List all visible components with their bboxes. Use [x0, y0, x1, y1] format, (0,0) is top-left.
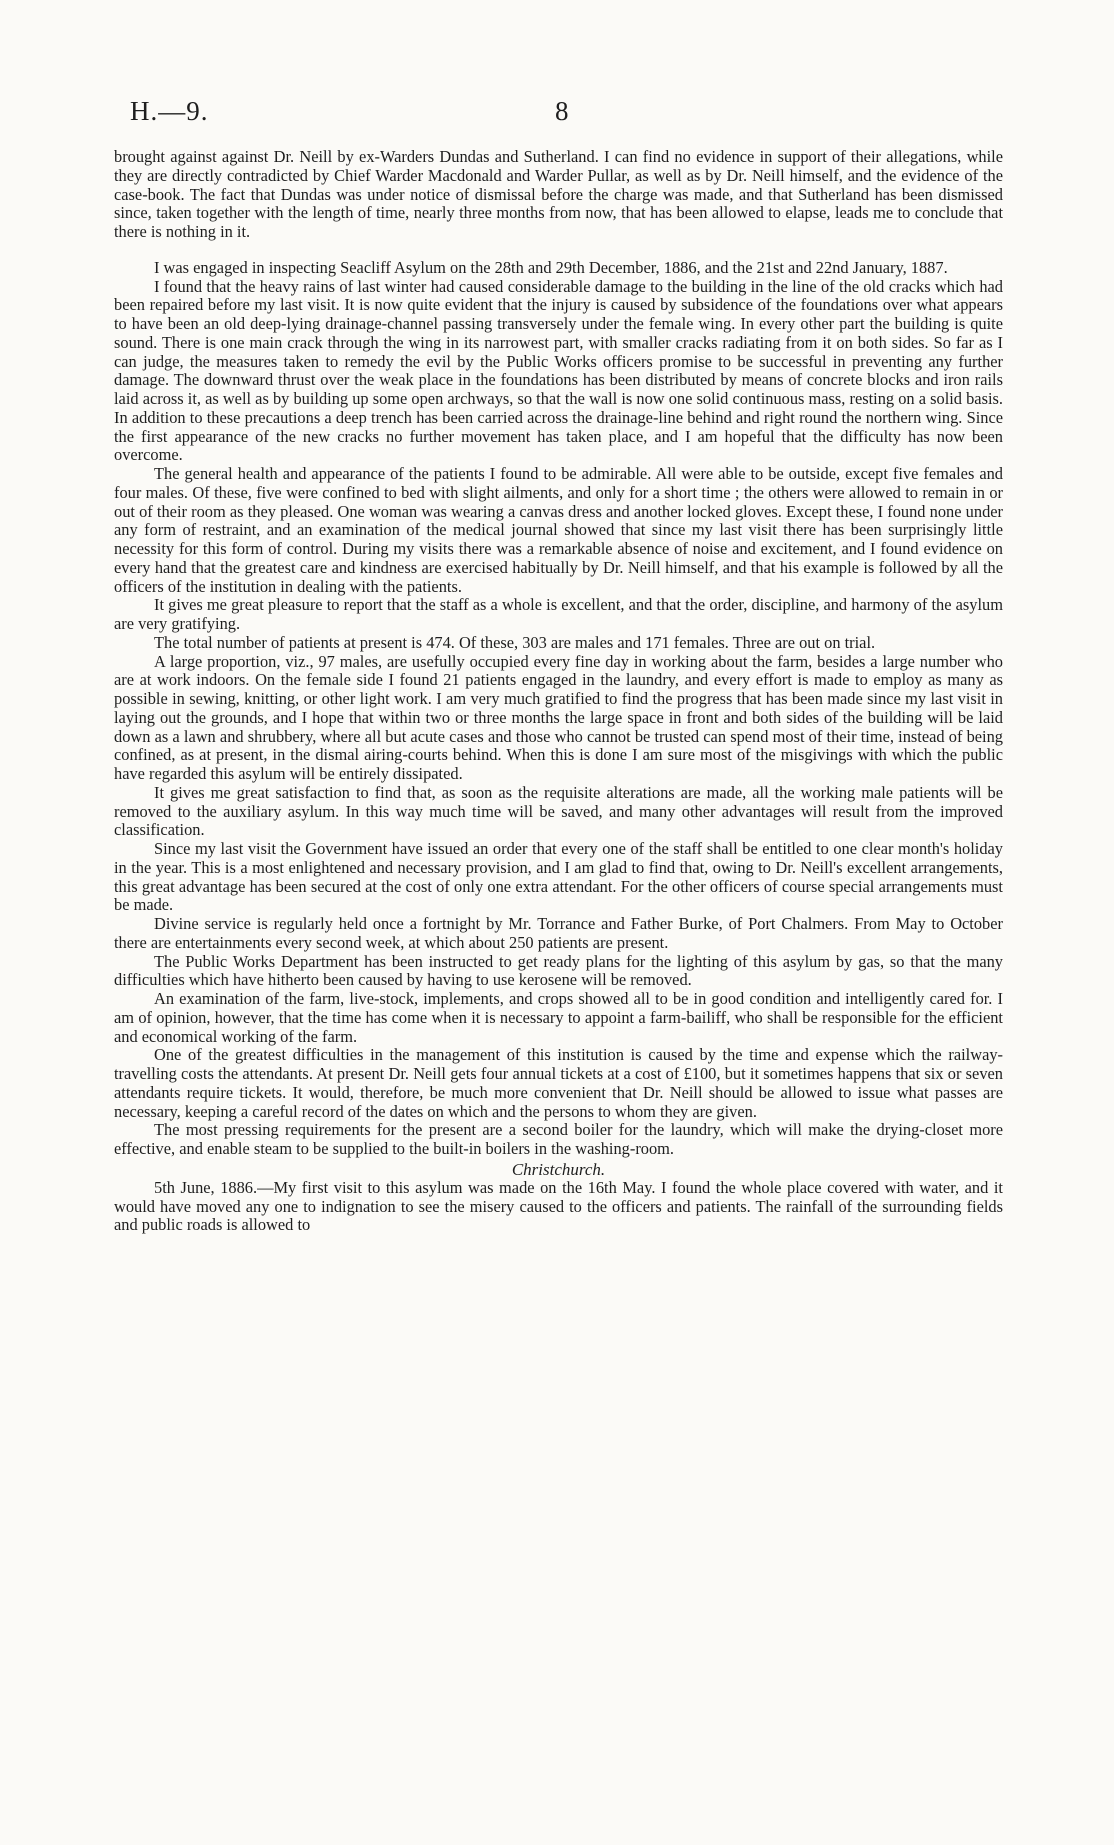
document-reference: H.—9.	[130, 96, 209, 126]
paragraph-seacliff-inspection: I was engaged in inspecting Seacliff Asylum on the 28th and 29th December, 1886, and the 21st and 22nd January, 1887.	[154, 257, 948, 277]
paragraph-divine-service: Divine service is regularly held once a fortnight by Mr. Torrance and Father Burke, of Port Chalmers. From May to October there are entertainments every second week, at which about 250 patients are present.	[114, 914, 1003, 952]
paragraph-staff: It gives me great pleasure to report that the staff as a whole is excellent, and that the order, discipline, and harmony of the asylum are very gratifying.	[114, 595, 1003, 633]
paragraph-railway-travel: One of the greatest difficulties in the management of this institution is caused by the time and expense which the railway-travelling costs the attendants. At present Dr. Neill gets four annual tickets at a cost of £100, but it sometimes happens that six or seven attendants require tickets. It would, therefore, be much more convenient that Dr. Neill should be allowed to issue what passes are necessary, keeping a careful record of the dates on which and the persons to whom they are given.	[114, 1045, 1003, 1121]
paragraph-patient-health: The general health and appearance of the patients I found to be admirable. All were able to be outside, except five females and four males. Of these, five were confined to bed with slight ailments, and only for a short time ; the others were allowed to remain in or out of their room as they pleased. One woman was wearing a canvas dress and another locked gloves. Except these, I found none under any form of restraint, and an examination of the medical journal showed that since my last visit there has been surprisingly little necessity for this form of control. During my visits there was a remarkable absence of noise and excitement, and I found evidence on every hand that the greatest care and kindness are exercised habitually by Dr. Neill himself, and that his example is followed by all the officers of the institution in dealing with the patients.	[114, 464, 1003, 596]
paragraph-christchurch: 5th June, 1886.—My first visit to this asylum was made on the 16th May. I found the whole place covered with water, and it would have moved any one to indignation to see the misery caused to the officers and patients. The rainfall of the surrounding fields and public roads is allowed to	[114, 1177, 1003, 1235]
section-heading: Christchurch.	[511, 1159, 606, 1179]
paragraph-occupation: A large proportion, viz., 97 males, are usefully occupied every fine day in working about the farm, besides a large number who are at work indoors. On the female side I found 21 patients engaged in the laundry, and every effort is made to employ as many as possible in sewing, knitting, or other light work. I am very much gratified to find the progress that has been made since my last visit in laying out the grounds, and I hope that within two or three months the large space in front and both sides of the building will be laid down as a lawn and shrubbery, where all but acute cases and those who cannot be trusted can spend most of their time, instead of being confined, as at present, in the dismal airing-courts behind. When this is done I am sure most of the misgivings with which the public have regarded this asylum will be entirely dissipated.	[114, 651, 1003, 783]
paragraph-building-damage: I found that the heavy rains of last winter had caused considerable damage to the building in the line of the old cracks which had been repaired before my last visit. It is now quite evident that the injury is caused by subsidence of the foundations over what appears to have been an old deep-lying drainage-channel passing transversely under the female wing. In every other part the building is quite sound. There is one main crack through the wing in its narrowest part, with smaller cracks radiating from it on both sides. So far as I can judge, the measures taken to remedy the evil by the Public Works officers promise to be successful in preventing any further damage. The downward thrust over the weak place in the foundations has been distributed by means of concrete blocks and iron rails laid across it, as well as by building up some open archways, so that the wall is now one solid continuous mass, resting on a solid basis. In addition to these precautions a deep trench has been carried across the drainage-line behind and right round the northern wing. Since the first appearance of the new cracks no further movement has taken place, and I am hopeful that the difficulty has now been overcome.	[114, 276, 1003, 465]
paragraph-continuation: brought against against Dr. Neill by ex-Warders Dundas and Sutherland. I can find no evidence in support of their allegations, while they are directly contradicted by Chief Warder Macdonald and Warder Pullar, as well as by Dr. Neill himself, and the evidence of the case-book. The fact that Dundas was under notice of dismissal before the charge was made, and that Sutherland has been dismissed since, taken together with the length of time, nearly three months from now, that has been allowed to elapse, leads me to conclude that there is nothing in it.	[114, 147, 1003, 241]
paragraph-auxiliary-asylum: It gives me great satisfaction to find that, as soon as the requisite alterations are made, all the working male patients will be removed to the auxiliary asylum. In this way much time will be saved, and many other advantages will result from the improved classification.	[114, 782, 1003, 840]
paragraph-farm: An examination of the farm, live-stock, implements, and crops showed all to be in good condition and intelligently cared for. I am of opinion, however, that the time has come when it is necessary to appoint a farm-bailiff, who shall be responsible for the efficient and economical working of the farm.	[114, 989, 1003, 1046]
page-header	[130, 96, 984, 130]
body-text	[114, 148, 1003, 1235]
paragraph-holiday: Since my last visit the Government have issued an order that every one of the staff shall be entitled to one clear month's holiday in the year. This is a most enlightened and necessary provision, and I am glad to find that, owing to Dr. Neill's excellent arrangements, this great advantage has been secured at the cost of only one extra attendant. For the other officers of course special arrangements must be made.	[114, 839, 1003, 915]
paragraph-requirements: The most pressing requirements for the present are a second boiler for the laundry, which will make the drying-closet more effective, and enable steam to be supplied to the built-in boilers in the washing-room.	[114, 1120, 1003, 1158]
page-number: 8	[555, 96, 569, 126]
paragraph-gas-lighting: The Public Works Department has been instructed to get ready plans for the lighting of this asylum by gas, so that the many difficulties which have hitherto been caused by having to use kerosene will be removed.	[114, 951, 1003, 990]
paragraph-patient-count: The total number of patients at present is 474. Of these, 303 are males and 171 females. Three are out on trial.	[154, 632, 876, 652]
